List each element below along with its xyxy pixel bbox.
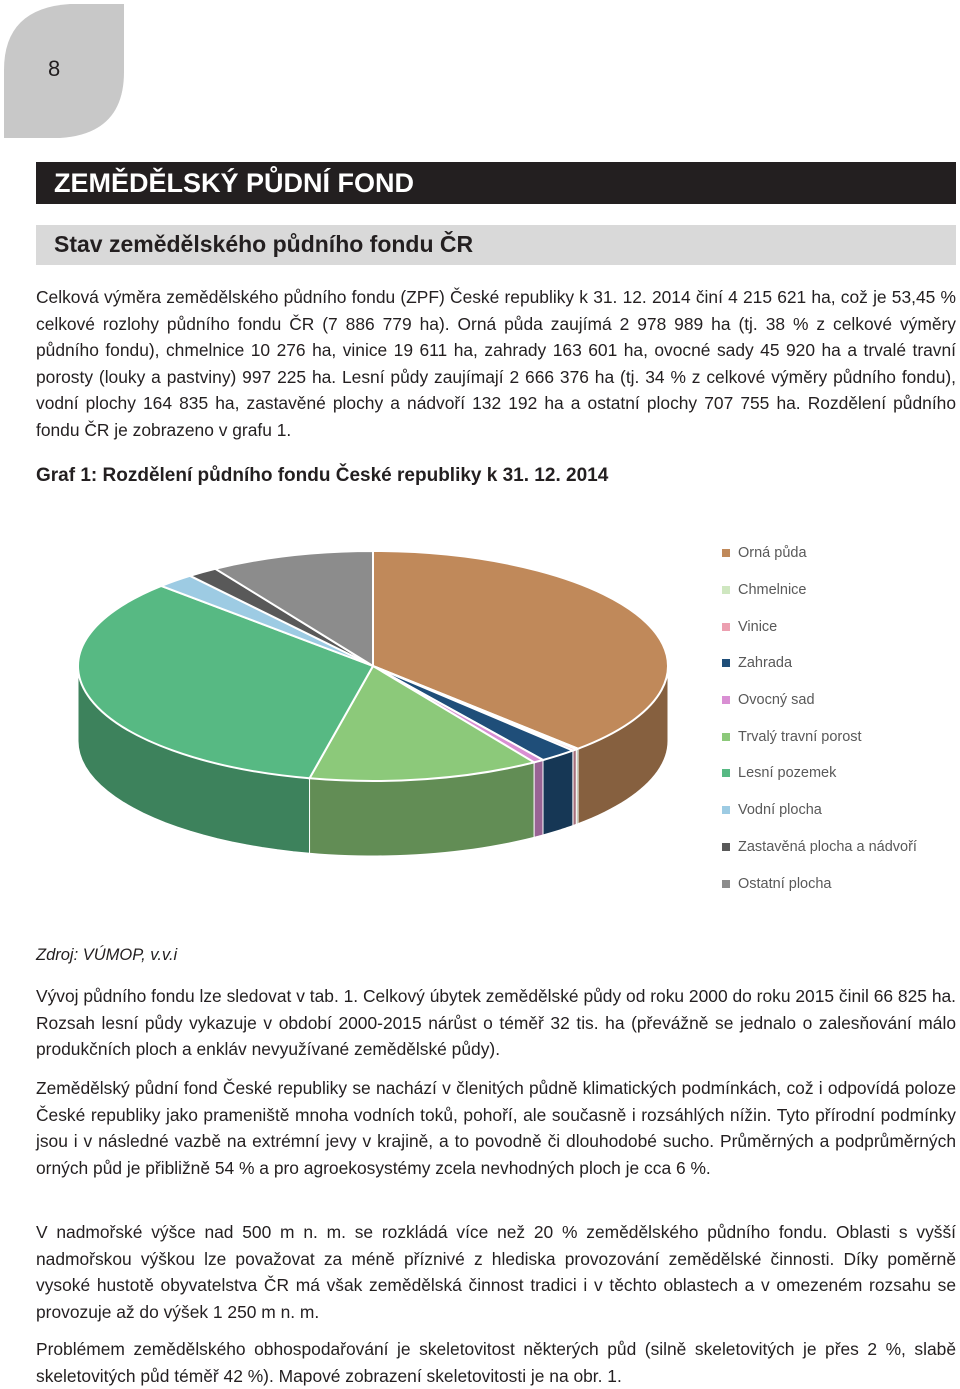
legend-item-zastavena-plocha-a-nadvori <box>722 829 960 866</box>
legend-item-vodni-plocha <box>722 792 960 829</box>
legend-item-ostatni-plocha <box>722 865 960 902</box>
pie-side-vinice <box>573 749 576 825</box>
body-paragraph-1: Vývoj půdního fondu lze sledovat v tab. 1. Celkový úbytek zemědělské půdy od roku 2000 do roku 2015 činil 66 825 ha. Rozsah lesní půdy vykazuje v období 2000-2015 nárůst o téměř 32 tis. ha (převážně se jednalo o zalesňování málo produkčních ploch a enkláv nevyužívané zemědělské půdy). <box>36 986 956 1059</box>
legend-label: Vinice <box>738 618 778 635</box>
pie-chart <box>60 520 680 920</box>
source-note: Zdroj: VÚMOP, v.v.i <box>36 946 178 964</box>
pie-side-ovocny-sad <box>534 760 543 837</box>
subsection-title: Stav zemědělského půdního fondu ČR <box>36 225 956 265</box>
legend-swatch <box>722 623 730 631</box>
legend-label: Ovocný sad <box>738 692 815 709</box>
figure-title: Graf 1: Rozdělení půdního fondu České republiky k 31. 12. 2014 <box>36 465 609 486</box>
legend-swatch <box>722 696 730 704</box>
body-paragraph-4: Problémem zemědělského obhospodařování je skeletovitost některých půd (silně skeletovitých je přes 2 %, slabě skeletovitých půd téměř 42 %). Mapové zobrazení skeletovitosti je na obr. 1. <box>36 1339 956 1386</box>
legend-label: Chmelnice <box>738 582 807 599</box>
legend-swatch <box>722 880 730 888</box>
legend-item-zahrada <box>722 645 960 682</box>
legend-swatch <box>722 733 730 741</box>
body-paragraph-3: V nadmořské výšce nad 500 m n. m. se rozkládá více než 20 % zemědělského půdního fondu. Oblasti s vyšší nadmořskou výškou lze považovat za méně příznivé z hlediska provozování zemědělské činnosti. Díky poměrně vysoké hustotě obyvatelstva ČR má však zemědělská činnost tradici i v těchto oblastech a v omezeném rozsahu se provozuje až do výšek 1 250 m n. m. <box>36 1222 956 1322</box>
legend-item-ovocny-sad <box>722 682 960 719</box>
legend-label: Trvalý travní porost <box>738 728 862 745</box>
pie-side-zahrada <box>543 751 573 835</box>
legend-item-lesni-pozemek <box>722 755 960 792</box>
legend-label: Zahrada <box>738 655 793 672</box>
legend-label: Vodní plocha <box>738 802 822 819</box>
legend-item-trvaly-travni-porost <box>722 718 960 755</box>
legend-item-vinice <box>722 608 960 645</box>
legend-label: Ostatní plocha <box>738 875 832 892</box>
legend-item-chmelnice <box>722 572 960 609</box>
legend-swatch <box>722 843 730 851</box>
legend-swatch <box>722 659 730 667</box>
page-number: 8 <box>48 56 61 81</box>
legend-swatch <box>722 806 730 814</box>
intro-paragraph: Celková výměra zemědělského půdního fondu (ZPF) České republiky k 31. 12. 2014 činí 4 215 621 ha, což je 53,45 % celkové rozlohy půdního fondu ČR (7 886 779 ha). Orná půda zaujímá 2 978 989 ha (tj. 38 % z celkové výměry půdního fondu), chmelnice 10 276 ha, vinice 19 611 ha, zahrady 163 601 ha, ovocné sady 45 920 ha a trvalé travní porosty (louky a pastviny) 997 225 ha. Lesní půdy zaujímají 2 666 376 ha (tj. 34 % z celkové výměry půdního fondu), vodní plochy 164 835 ha, zastavěné plochy a nádvoří 132 192 ha a ostatní plochy 707 755 ha. Rozdělení půdního fondu ČR je zobrazeno v grafu 1. <box>36 287 956 440</box>
section-title: ZEMĚDĚLSKÝ PŮDNÍ FOND <box>36 162 956 204</box>
legend-label: Lesní pozemek <box>738 765 837 782</box>
legend-item-orna-puda <box>722 535 960 572</box>
legend-label: Zastavěná plocha a nádvoří <box>738 838 917 855</box>
page-corner-tab <box>0 0 130 140</box>
legend-swatch <box>722 586 730 594</box>
legend-swatch <box>722 769 730 777</box>
body-paragraph-2: Zemědělský půdní fond České republiky se nachází v členitých půdně klimatických podmínkách, což i odpovídá poloze České republiky jako prameniště mnoha vodních toků, pohoří, ale současně i rozsáhlých nížin. Tyto přírodní podmínky jsou i v následné vazbě na extrémní jevy v krajině, a to povodně či dlouhodobé sucho. Průměrných a podprůměrných orných půd je přibližně 54 % a pro agroekosystémy zcela nevhodných ploch je cca 6 %. <box>36 1078 956 1178</box>
legend-swatch <box>722 549 730 557</box>
legend-label: Orná půda <box>738 545 807 562</box>
chart-legend <box>722 535 960 902</box>
